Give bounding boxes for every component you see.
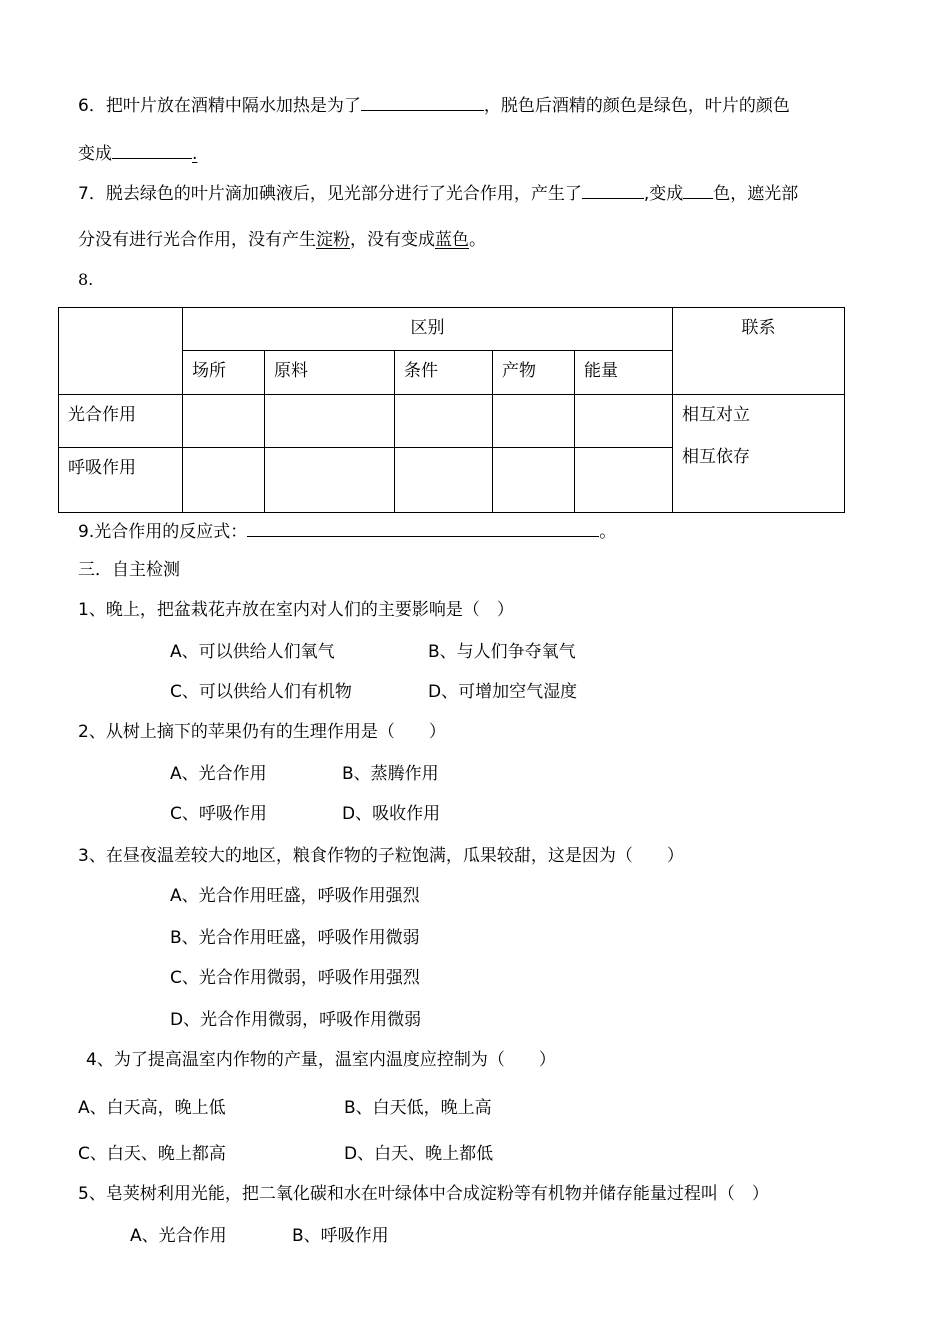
question-2-option-c[interactable]: C、呼吸作用 [170,804,267,824]
table-col-header: 场所 [183,351,265,395]
question-1-option-c[interactable]: C、可以供给人们有机物 [170,682,352,702]
q6-period: . [192,144,198,164]
section3-title: 三．自主检测 [78,560,180,580]
q6-line2 [78,140,197,166]
table-col-header: 能量 [575,351,673,395]
question-5-option-a[interactable]: A、光合作用 [130,1226,227,1246]
q7-line1 [78,180,798,206]
table-relation-cell [673,395,845,513]
question-3-option-c[interactable]: C、光合作用微弱，呼吸作用强烈 [170,968,420,988]
q7-starch-word: 淀粉 [316,230,350,250]
table-header-distinction: 区别 [183,308,673,351]
relation-opposite: 相互对立 [682,405,751,426]
q7-text-a: 7．脱去绿色的叶片滴加碘液后，见光部分进行了光合作用，产生了 [78,184,582,204]
table-header-relation: 联系 [673,308,845,395]
table-cell[interactable] [575,395,673,447]
q6-blank-2[interactable] [112,140,192,159]
table-row-header: 光合作用 [59,395,183,447]
question-1-option-a[interactable]: A、可以供给人们氧气 [170,642,335,662]
q7-text-d: 分没有进行光合作用，没有产生 [78,230,316,250]
question-3-stem: 3、在昼夜温差较大的地区，粮食作物的子粒饱满，瓜果较甜，这是因为（ ） [78,846,684,866]
table-cell[interactable] [395,447,493,512]
question-3-option-d[interactable]: D、光合作用微弱，呼吸作用微弱 [170,1010,422,1030]
question-4-option-d[interactable]: D、白天、晚上都低 [344,1144,494,1164]
q6-text-b: ，脱色后酒精的颜色是绿色，叶片的颜色 [483,96,790,116]
question-5-option-b[interactable]: B、呼吸作用 [292,1226,389,1246]
q9-blank[interactable] [247,518,599,537]
q6-line1 [78,92,790,118]
q9-line [78,518,616,544]
table-cell[interactable] [265,395,395,447]
q7-text-b: ,变成 [643,184,684,204]
q9-end: 。 [599,522,617,542]
q9-text: 9.光合作用的反应式： [78,522,248,542]
question-3-option-b[interactable]: B、光合作用旺盛，呼吸作用微弱 [170,928,420,948]
question-1-stem: 1、晚上，把盆栽花卉放在室内对人们的主要影响是（ ） [78,600,514,620]
table-cell[interactable] [183,395,265,447]
question-4-option-b[interactable]: B、白天低，晚上高 [344,1098,492,1118]
q7-line2 [78,228,486,252]
question-2-stem: 2、从树上摘下的苹果仍有的生理作用是（ ） [78,722,446,742]
table-cell[interactable] [265,447,395,512]
q7-blue-word: 蓝色 [435,230,469,250]
q8-number: 8. [78,270,94,289]
question-1-option-b[interactable]: B、与人们争夺氧气 [428,642,576,662]
table-cell[interactable] [183,447,265,512]
question-4-option-a[interactable]: A、白天高，晚上低 [78,1098,226,1118]
q7-blank-1[interactable] [582,180,644,199]
question-2-option-d[interactable]: D、吸收作用 [342,804,441,824]
question-3-option-a[interactable]: A、光合作用旺盛，呼吸作用强烈 [170,886,420,906]
table-corner-cell [59,308,183,395]
table-col-header: 产物 [493,351,575,395]
table-col-header: 原料 [265,351,395,395]
q7-blank-2[interactable] [683,180,713,199]
table-cell[interactable] [493,447,575,512]
question-2-option-a[interactable]: A、光合作用 [170,764,267,784]
q7-text-f: 。 [469,230,486,250]
table-cell[interactable] [493,395,575,447]
question-5-stem: 5、皂荚树利用光能，把二氧化碳和水在叶绿体中合成淀粉等有机物并储存能量过程叫（ ） [78,1184,769,1204]
q6-text-c: 变成 [78,144,112,164]
table-cell[interactable] [575,447,673,512]
comparison-table [58,307,845,513]
q6-text-a: 6．把叶片放在酒精中隔水加热是为了 [78,96,361,116]
q7-text-c: 色，遮光部 [713,184,799,204]
q7-text-e: ，没有变成 [350,230,435,250]
table-col-header: 条件 [395,351,493,395]
question-4-option-c[interactable]: C、白天、晚上都高 [78,1144,226,1164]
table-cell[interactable] [395,395,493,447]
question-1-option-d[interactable]: D、可增加空气湿度 [428,682,578,702]
question-4-stem: 4、为了提高温室内作物的产量，温室内温度应控制为（ ） [86,1050,556,1070]
question-2-option-b[interactable]: B、蒸腾作用 [342,764,439,784]
relation-dependent: 相互依存 [682,447,751,468]
q6-blank-1[interactable] [361,92,484,111]
table-row-header: 呼吸作用 [59,447,183,512]
